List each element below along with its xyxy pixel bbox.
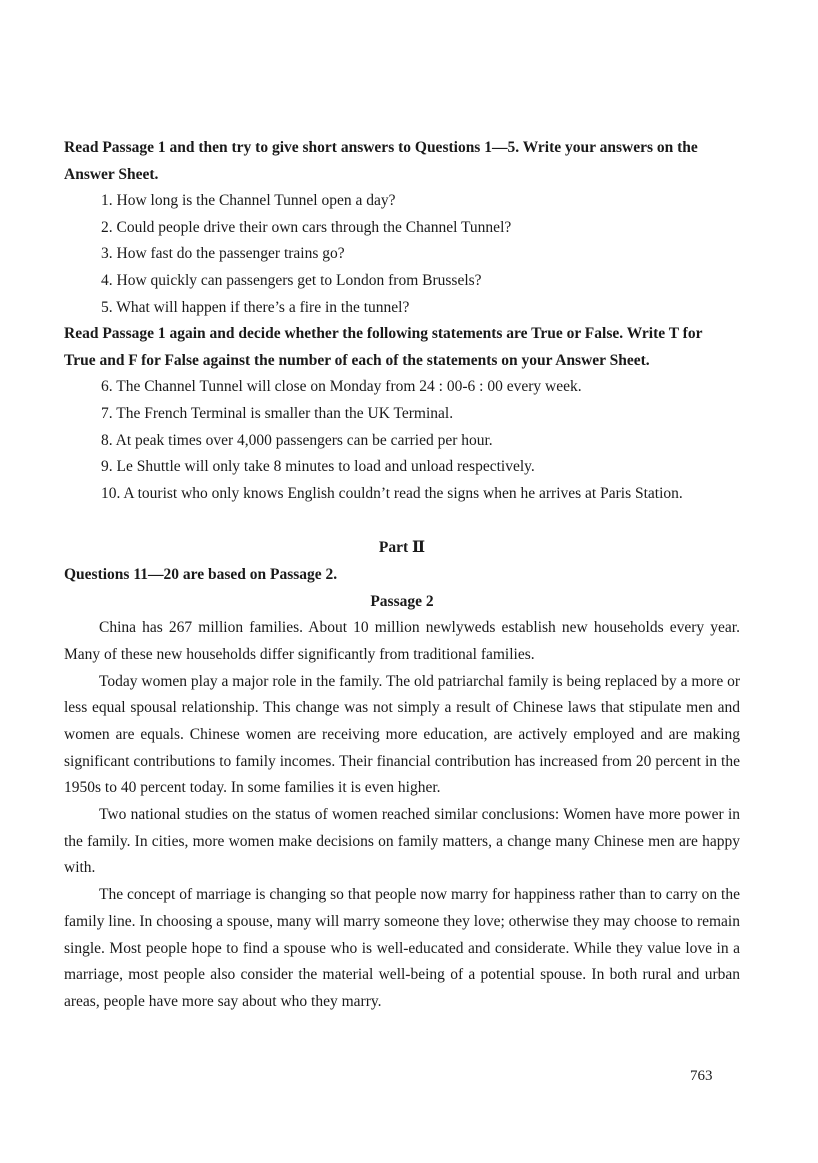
- passage-paragraph: Two national studies on the status of women reached similar conclusions: Women have more power in the family. In cities, more women make decisions on family matters, a change many Chinese men are happy with.: [64, 806, 740, 877]
- instruction-line: Read Passage 1 and then try to give short answers to Questions 1—5. Write your answers on the: [64, 139, 698, 156]
- page-content: [64, 135, 740, 1016]
- instruction-line: Answer Sheet.: [64, 165, 159, 183]
- instruction-line: Read Passage 1 again and decide whether the following statements are True or False. Write T for: [64, 325, 703, 343]
- passage-paragraph: Today women play a major role in the family. The old patriarchal family is being replaced by a more or less equal spousal relationship. This change was not simply a result of Chinese laws that stipulate men and women are equals. Chinese women are receiving more education, are actively employed and are making significant contributions to family incomes. Their financial contribution has increased from 20 percent in the 1950s to 40 percent today. In some families it is even higher.: [64, 672, 740, 797]
- instruction-line: True and F for False against the number of each of the statements on your Answer Sheet.: [64, 351, 650, 369]
- statement-item: 7. The French Terminal is smaller than the UK Terminal.: [101, 404, 454, 422]
- question-item: 4. How quickly can passengers get to London from Brussels?: [101, 271, 482, 289]
- part-instruction: Questions 11—20 are based on Passage 2.: [64, 565, 338, 583]
- question-item: 3. How fast do the passenger trains go?: [101, 245, 345, 263]
- passage-title: Passage 2: [370, 592, 434, 610]
- part-heading: Part Ⅱ: [378, 539, 426, 557]
- section-spacer: [64, 507, 740, 535]
- statement-item: 6. The Channel Tunnel will close on Monday from 24 : 00-6 : 00 every week.: [101, 378, 582, 396]
- passage-paragraph: The concept of marriage is changing so that people now marry for happiness rather than to carry on the family line. In choosing a spouse, many will marry someone they love; otherwise they may choose to remain single. Most people hope to find a spouse who is well-educated and considerate. While they value love in a marriage, most people also consider the material well-being of a potential spouse. In both rural and urban areas, people have more say about who they marry.: [64, 886, 740, 1010]
- statement-item: 10. A tourist who only knows English couldn’t read the signs when he arrives at Paris Station.: [101, 484, 683, 502]
- passage-paragraph: China has 267 million families. About 10 million newlyweds establish new households every year. Many of these new households differ significantly from traditional families.: [64, 619, 740, 663]
- page-number: 763: [690, 1068, 713, 1084]
- question-item: 2. Could people drive their own cars through the Channel Tunnel?: [101, 218, 512, 236]
- statement-item: 8. At peak times over 4,000 passengers can be carried per hour.: [101, 431, 493, 449]
- question-item: 5. What will happen if there’s a fire in the tunnel?: [101, 298, 410, 316]
- question-item: 1. How long is the Channel Tunnel open a day?: [101, 192, 396, 210]
- statement-item: 9. Le Shuttle will only take 8 minutes to load and unload respectively.: [101, 458, 535, 476]
